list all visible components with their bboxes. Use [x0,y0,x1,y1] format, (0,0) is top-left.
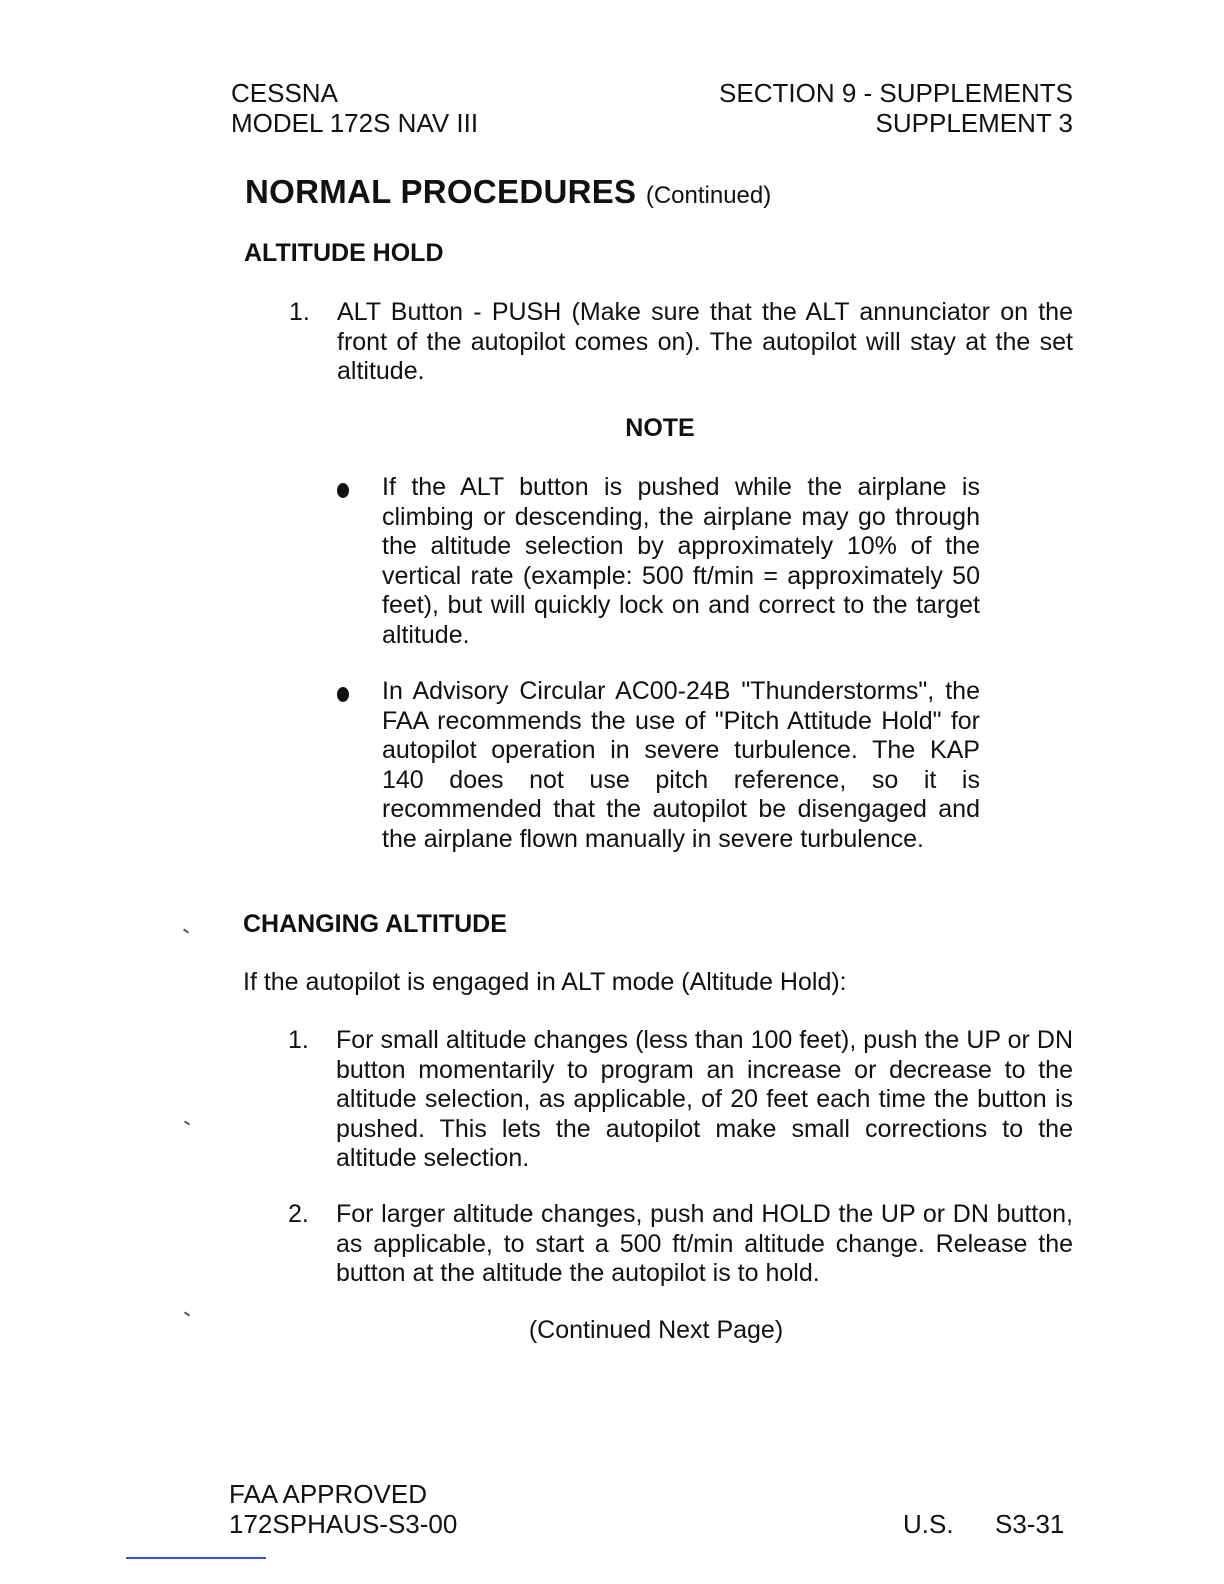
footer-rule [126,1557,266,1559]
scan-mark [184,1120,190,1125]
footer-region: U.S. [903,1509,954,1539]
bullet-icon [337,687,349,702]
changing-altitude-heading: CHANGING ALTITUDE [243,910,507,938]
altitude-hold-step1-text: ALT Button - PUSH (Make sure that the ALT annunciator on the front of the autopilot comes on). The autopilot will stay at the set altitude. [337,298,1073,385]
footer-document-code: 172SPHAUS-S3-00 [229,1509,458,1539]
footer-approval: FAA APPROVED [229,1479,427,1509]
changing-altitude-step2-text: For larger altitude changes, push and HOLD the UP or DN button, as applicable, to start a 500 ft/min altitude change. Release the button at the altitude the autopilot is to hold. [336,1200,1073,1287]
changing-altitude-step1-number: 1. [288,1026,309,1054]
scan-mark [183,928,189,933]
note-heading: NOTE [625,414,695,442]
altitude-hold-heading: ALTITUDE HOLD [244,239,444,267]
page-title [245,173,771,211]
header-manufacturer: CESSNA [231,78,338,108]
header-model: MODEL 172S NAV III [231,108,479,138]
header-left [231,78,478,138]
changing-altitude-intro: If the autopilot is engaged in ALT mode (Altitude Hold): [243,968,847,996]
note-bullet-2-text: In Advisory Circular AC00-24B "Thunderstorms", the FAA recommends the use of "Pitch Attitude Hold" for autopilot operation in severe turbulence. The KAP 140 does not use pitch reference, so it is recommended that the autopilot be disengaged and the airplane flown manually in severe turbulence. [382,677,980,853]
footer-left [229,1479,457,1539]
bullet-icon [337,483,349,498]
section-title-continued: (Continued) [645,182,772,209]
continued-next-page: (Continued Next Page) [528,1316,784,1344]
footer-page-number: S3-31 [995,1509,1065,1539]
scan-mark [184,1311,190,1316]
altitude-hold-step1-number: 1. [289,298,310,326]
note-bullet-1-text: If the ALT button is pushed while the airplane is climbing or descending, the airplane may go through the altitude selection by approximately 10% of the vertical rate (example: 500 ft/min = approximately 50 feet), but will quickly lock on and correct to the target altitude. [382,473,980,649]
header-section: SECTION 9 - SUPPLEMENTS [719,78,1073,108]
section-title-text: NORMAL PROCEDURES [245,173,637,210]
header-supplement: SUPPLEMENT 3 [875,108,1073,138]
changing-altitude-step1-text: For small altitude changes (less than 100 feet), push the UP or DN button momentarily to program an increase or decrease to the altitude selection, as applicable, of 20 feet each time the button is pushed. This lets the autopilot make small corrections to the altitude selection. [336,1026,1073,1172]
header-right [719,78,1073,138]
changing-altitude-step2-number: 2. [288,1200,309,1228]
